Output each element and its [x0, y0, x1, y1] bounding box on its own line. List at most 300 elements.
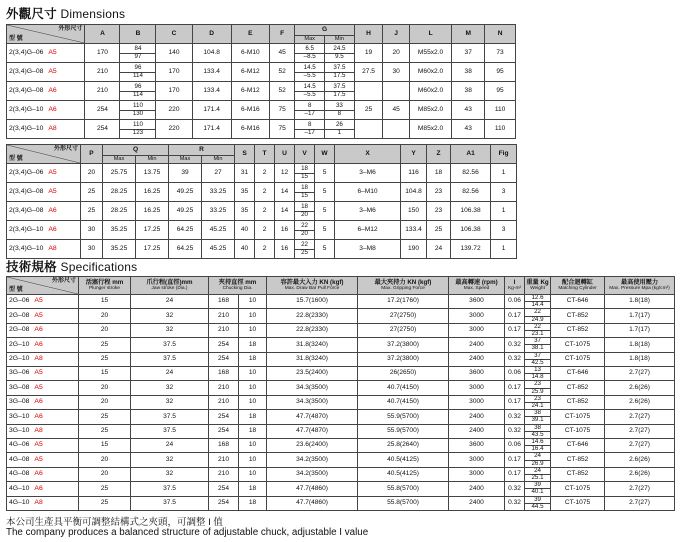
cell-weight: [525, 381, 551, 395]
cell-chuck-max: 210: [209, 467, 239, 481]
header-cn: 最高使用壓力: [620, 278, 659, 286]
cell-v-bottom: 15: [301, 191, 308, 199]
col-header: A: [85, 25, 120, 44]
cell-stroke: 20: [79, 309, 131, 323]
cell-fig: 1: [491, 202, 517, 221]
table-row: [7, 352, 675, 366]
cell-pull: 22.8(2330): [267, 323, 358, 337]
model-variant: A8: [48, 244, 57, 252]
cell-m: 43: [452, 101, 485, 120]
table-row: [7, 453, 675, 467]
cell-g-max-top: 8: [295, 122, 324, 129]
cell-v: [295, 240, 315, 259]
cell-chuck-max: 210: [209, 309, 239, 323]
cell-x: 3–M6: [335, 202, 401, 221]
model-name: 2(3,4)G–08: [9, 86, 44, 94]
cell-m: 43: [452, 120, 485, 139]
cell-p: 20: [81, 164, 103, 183]
model-variant: A5: [34, 311, 43, 319]
col-header: Y: [401, 145, 427, 164]
dimensions-table-2: [6, 144, 517, 259]
col-header: [267, 277, 358, 295]
cell-weight-bottom: 24.9: [531, 315, 544, 323]
cell-weight-bottom: 26.9: [531, 459, 544, 467]
header-en: Jaw stroke (Dia.): [151, 285, 188, 291]
model-cell: [7, 183, 81, 202]
cell-u: 16: [275, 221, 295, 240]
model-variant: A6: [34, 412, 43, 420]
cell-g-max: [295, 82, 325, 101]
header-en: Max. Gripping Force: [381, 285, 425, 291]
cell-q-max: 35.25: [103, 240, 136, 259]
cell-cylinder: CT-1075: [551, 410, 605, 424]
cell-pull: 23.5(2400): [267, 367, 358, 381]
cell-pull: 34.2(3500): [267, 467, 358, 481]
cell-chuck-min: 10: [239, 395, 267, 409]
cell-grip: 37.2(3800): [358, 352, 449, 366]
cell-weight-top: 23: [525, 396, 550, 403]
table-row: [7, 424, 675, 438]
cell-z: 23: [427, 183, 451, 202]
cell-weight: [525, 395, 551, 409]
col-header: [449, 277, 505, 295]
col-header: Fig: [491, 145, 517, 164]
cell-chuck-min: 18: [239, 410, 267, 424]
model-variant: A5: [48, 168, 57, 176]
cell-g-min-bottom: 9.5: [335, 52, 344, 60]
model-variant: A5: [48, 67, 57, 75]
cell-weight-bottom: 40.1: [531, 488, 544, 496]
cell-chuck-min: 10: [239, 453, 267, 467]
cell-b-top: 110: [120, 103, 155, 110]
cell-chuck-min: 10: [239, 439, 267, 453]
cell-d: 104.8: [192, 44, 231, 63]
specs-title: [6, 257, 137, 275]
cell-stroke: 25: [79, 424, 131, 438]
table-row: [7, 395, 675, 409]
col-header: M: [452, 25, 485, 44]
table-row: [7, 101, 516, 120]
cell-pressure: 1.7(17): [605, 309, 675, 323]
col-header: [605, 277, 675, 295]
cell-chuck-max: 254: [209, 482, 239, 496]
cell-z: 18: [427, 164, 451, 183]
cell-grip: 26(2650): [358, 367, 449, 381]
model-cell: [7, 395, 79, 409]
model-variant: A5: [48, 48, 57, 56]
cell-h: 19: [354, 44, 383, 63]
cell-i: 0.32: [505, 482, 525, 496]
header-cn: 活塞行程 mm: [85, 278, 124, 286]
cell-j: 20: [383, 44, 410, 63]
cell-v-bottom: 15: [301, 172, 308, 180]
model-cell: [7, 410, 79, 424]
cell-weight-top: 39: [525, 497, 550, 504]
cell-r-max: 39: [169, 164, 202, 183]
cell-chuck-max: 210: [209, 381, 239, 395]
cell-weight-top: 38: [525, 410, 550, 417]
cell-chuck-min: 10: [239, 467, 267, 481]
cell-weight: [525, 309, 551, 323]
header-cn: I: [513, 278, 516, 286]
cell-q-min: 17.25: [136, 240, 169, 259]
cell-chuck-min: 10: [239, 323, 267, 337]
cell-cylinder: CT-852: [551, 395, 605, 409]
model-name: 2G–10: [9, 340, 30, 348]
cell-i: 0.17: [505, 381, 525, 395]
model-name: 4G–06: [9, 441, 30, 449]
cell-w: 5: [315, 183, 335, 202]
cell-weight: [525, 482, 551, 496]
model-name: 4G–08: [9, 470, 30, 478]
cell-g-min: [325, 82, 355, 101]
cell-n: 110: [485, 101, 516, 120]
model-cell: [7, 82, 85, 101]
cell-e: 6-M12: [231, 63, 269, 82]
header-en: Max. Pressure Mpa (kg/cm²): [609, 285, 670, 291]
cell-cylinder: CT-646: [551, 439, 605, 453]
cell-b-top: 96: [120, 65, 155, 72]
cell-z: 24: [427, 240, 451, 259]
cell-l: M55x2.0: [409, 44, 451, 63]
cell-grip: 37.2(3800): [358, 338, 449, 352]
cell-chuck-min: 18: [239, 424, 267, 438]
cell-weight: [525, 453, 551, 467]
col-header: Z: [427, 145, 451, 164]
model-cell: [7, 120, 85, 139]
cell-cylinder: CT-1075: [551, 496, 605, 510]
cell-i: 0.32: [505, 410, 525, 424]
cell-v-top: 22: [295, 242, 314, 249]
header-en: Chucking Dia.: [222, 285, 253, 291]
cell-g-min-top: 24.5: [325, 46, 354, 53]
cell-grip: 55.9(5700): [358, 410, 449, 424]
cell-pressure: 2.7(27): [605, 482, 675, 496]
cell-b-bottom: 123: [132, 128, 144, 136]
cell-s: 35: [235, 202, 255, 221]
cell-y: 190: [401, 240, 427, 259]
model-name: 3G–10: [9, 412, 30, 420]
cell-c: 170: [156, 63, 192, 82]
cell-weight: [525, 467, 551, 481]
cell-chuck-max: 254: [209, 424, 239, 438]
cell-pull: 47.7(4870): [267, 424, 358, 438]
cell-p: 30: [81, 221, 103, 240]
cell-chuck-min: 18: [239, 338, 267, 352]
cell-pressure: 2.7(27): [605, 410, 675, 424]
model-name: 2(3,4)G–10: [9, 105, 44, 113]
cell-e: 6-M12: [231, 82, 269, 101]
col-header: J: [383, 25, 410, 44]
cell-cylinder: CT-1075: [551, 338, 605, 352]
cell-j: 30: [383, 63, 410, 82]
dimensions-title: [6, 4, 125, 22]
cell-pull: 47.7(4860): [267, 482, 358, 496]
header-cn: 配合迴轉缸: [562, 278, 593, 286]
cell-fig: 3: [491, 221, 517, 240]
cell-e: 6-M16: [231, 120, 269, 139]
cell-h: 25: [354, 101, 383, 120]
table-row: [7, 482, 675, 496]
cell-v-bottom: 20: [301, 210, 308, 218]
cell-weight-top: 39: [525, 482, 550, 489]
cell-speed: 3000: [449, 309, 505, 323]
model-name: 2G–08: [9, 326, 30, 334]
cell-cylinder: CT-1075: [551, 352, 605, 366]
model-name: 3G–10: [9, 426, 30, 434]
cell-grip: 40.5(4125): [358, 453, 449, 467]
cell-grip: 55.9(5700): [358, 424, 449, 438]
cell-pressure: 2.6(26): [605, 453, 675, 467]
cell-fig: 1: [491, 164, 517, 183]
cell-b: [120, 44, 156, 63]
model-name: 2G–06: [9, 297, 30, 305]
cell-b-top: 84: [120, 46, 155, 53]
header-cn: 容許最大入力 KN (kgf): [280, 278, 344, 286]
cell-stroke: 20: [79, 395, 131, 409]
model-cell: [7, 164, 81, 183]
cell-w: 5: [315, 221, 335, 240]
cell-a1: 82.56: [451, 164, 491, 183]
col-header: V: [295, 145, 315, 164]
table-corner: [7, 25, 85, 44]
model-name: 2(3,4)G–10: [9, 244, 44, 252]
cell-l: M60x2.0: [409, 82, 451, 101]
cell-v: [295, 202, 315, 221]
cell-g-max: [295, 120, 325, 139]
model-cell: [7, 424, 79, 438]
cell-y: 116: [401, 164, 427, 183]
cell-q-max: 28.25: [103, 183, 136, 202]
cell-chuck-max: 254: [209, 352, 239, 366]
cell-chuck-max: 210: [209, 395, 239, 409]
model-variant: A6: [48, 86, 57, 94]
specs-title-cn: 技術規格: [6, 260, 57, 274]
cell-chuck-min: 10: [239, 295, 267, 309]
cell-w: 5: [315, 240, 335, 259]
model-cell: [7, 367, 79, 381]
col-header: P: [81, 145, 103, 164]
model-name: 2(3,4)G–08: [9, 187, 44, 195]
cell-pressure: 1.7(17): [605, 323, 675, 337]
cell-i: 0.32: [505, 352, 525, 366]
cell-stroke: 25: [79, 482, 131, 496]
table-row: [7, 63, 516, 82]
model-variant: A5: [34, 455, 43, 463]
table-corner: [7, 145, 81, 164]
cell-g-max-bottom: –5.5: [303, 71, 316, 79]
model-variant: A8: [48, 124, 57, 132]
cell-jaw: 32: [131, 309, 209, 323]
cell-l: M85x2.0: [409, 101, 451, 120]
cell-speed: 3000: [449, 323, 505, 337]
cell-pressure: 1.8(18): [605, 352, 675, 366]
col-header: [209, 277, 267, 295]
col-header: [505, 277, 525, 295]
cell-g-min-bottom: 17.5: [333, 71, 346, 79]
col-header: X: [335, 145, 401, 164]
cell-pull: 34.3(3500): [267, 395, 358, 409]
cell-h: 27.5: [354, 63, 383, 82]
model-variant: A6: [34, 340, 43, 348]
model-variant: A6: [34, 470, 43, 478]
cell-stroke: 25: [79, 352, 131, 366]
model-name: 3G–08: [9, 398, 30, 406]
cell-speed: 2400: [449, 424, 505, 438]
cell-a: 254: [85, 120, 120, 139]
cell-q-max: 28.25: [103, 202, 136, 221]
cell-g-max-bottom: –8.5: [303, 52, 316, 60]
header-en: Weight: [530, 285, 545, 291]
cell-w: 5: [315, 202, 335, 221]
cell-weight: [525, 338, 551, 352]
table-row: [7, 183, 517, 202]
cell-stroke: 15: [79, 367, 131, 381]
model-cell: [7, 482, 79, 496]
cell-pressure: 2.6(26): [605, 381, 675, 395]
cell-i: 0.32: [505, 496, 525, 510]
cell-stroke: 20: [79, 467, 131, 481]
cell-cylinder: CT-852: [551, 381, 605, 395]
col-header: G: [295, 25, 354, 36]
cell-a1: 106.38: [451, 221, 491, 240]
corner-top-label: 外形尺寸: [51, 278, 76, 284]
cell-pressure: 2.6(26): [605, 395, 675, 409]
cell-stroke: 15: [79, 439, 131, 453]
col-header: [79, 277, 131, 295]
sub-header: Max: [295, 36, 325, 44]
cell-chuck-max: 168: [209, 367, 239, 381]
cell-speed: 2400: [449, 338, 505, 352]
cell-weight-top: 37: [525, 338, 550, 345]
table-row: [7, 496, 675, 510]
cell-speed: 2400: [449, 482, 505, 496]
cell-chuck-min: 10: [239, 367, 267, 381]
cell-v: [295, 164, 315, 183]
cell-grip: 40.7(4150): [358, 381, 449, 395]
header-cn: 最高轉速 (rpm): [455, 278, 498, 286]
cell-f: 75: [269, 101, 294, 120]
cell-p: 25: [81, 183, 103, 202]
cell-n: 95: [485, 82, 516, 101]
corner-top-label: 外形尺寸: [58, 26, 83, 32]
cell-weight: [525, 496, 551, 510]
cell-b: [120, 120, 156, 139]
cell-t: 2: [255, 221, 275, 240]
col-header: Q: [103, 145, 169, 156]
cell-c: 140: [156, 44, 192, 63]
corner-bottom-label: 型 號: [9, 156, 23, 162]
cell-grip: 27(2750): [358, 323, 449, 337]
cell-chuck-max: 254: [209, 338, 239, 352]
cell-q-min: 17.25: [136, 221, 169, 240]
cell-speed: 3000: [449, 395, 505, 409]
cell-u: 14: [275, 202, 295, 221]
cell-e: 6-M10: [231, 44, 269, 63]
cell-weight: [525, 424, 551, 438]
cell-b-bottom: 114: [133, 71, 143, 79]
cell-g-max-bottom: –5.5: [303, 90, 316, 98]
col-header: R: [169, 145, 235, 156]
cell-pressure: 2.7(27): [605, 424, 675, 438]
header-cn: 重量 Kg: [526, 278, 549, 286]
header-cn: 最大夾持力 KN (kgf): [374, 278, 432, 286]
table-corner: [7, 277, 79, 295]
cell-r-max: 49.25: [169, 183, 202, 202]
cell-i: 0.17: [505, 309, 525, 323]
model-variant: A5: [34, 383, 43, 391]
cell-y: 104.8: [401, 183, 427, 202]
table-row: [7, 240, 517, 259]
cell-u: 14: [275, 183, 295, 202]
cell-pull: 31.8(3240): [267, 338, 358, 352]
cell-grip: 27(2750): [358, 309, 449, 323]
cell-jaw: 37.5: [131, 410, 209, 424]
cell-weight-bottom: 23.1: [531, 330, 544, 338]
cell-stroke: 20: [79, 323, 131, 337]
cell-v-top: 22: [295, 223, 314, 230]
sub-header: Min: [325, 36, 355, 44]
cell-jaw: 32: [131, 453, 209, 467]
dimensions-title-cn: 外觀尺寸: [6, 7, 57, 21]
model-cell: [7, 44, 85, 63]
cell-jaw: 37.5: [131, 496, 209, 510]
cell-l: M85x2.0: [409, 120, 451, 139]
model-variant: A5: [34, 369, 43, 377]
cell-g-min: [325, 101, 355, 120]
cell-c: 220: [156, 120, 192, 139]
model-variant: A5: [48, 187, 57, 195]
cell-speed: 3000: [449, 467, 505, 481]
cell-weight: [525, 352, 551, 366]
cell-weight-bottom: 25.1: [531, 474, 544, 482]
cell-speed: 3600: [449, 439, 505, 453]
cell-weight-bottom: 43.5: [531, 430, 544, 438]
cell-weight: [525, 295, 551, 309]
cell-chuck-max: 254: [209, 410, 239, 424]
cell-speed: 2400: [449, 496, 505, 510]
cell-jaw: 37.5: [131, 424, 209, 438]
footer-note-en: The company produces a balanced structure of adjustable chuck, adjustable I value: [6, 527, 369, 538]
model-cell: [7, 309, 79, 323]
cell-g-min-bottom: 17.5: [333, 90, 346, 98]
cell-fig: 3: [491, 183, 517, 202]
cell-j: 45: [383, 101, 410, 120]
cell-j: [383, 120, 410, 139]
cell-speed: 3600: [449, 367, 505, 381]
cell-a1: 82.56: [451, 183, 491, 202]
cell-weight-top: 24: [525, 468, 550, 475]
cell-z: 23: [427, 202, 451, 221]
cell-pressure: 2.6(26): [605, 467, 675, 481]
cell-r-min: 45.25: [202, 240, 235, 259]
cell-r-min: 33.25: [202, 183, 235, 202]
model-name: 2(3,4)G–06: [9, 168, 44, 176]
col-header: N: [485, 25, 516, 44]
cell-chuck-min: 18: [239, 482, 267, 496]
cell-i: 0.06: [505, 367, 525, 381]
cell-v: [295, 221, 315, 240]
model-name: 2G–08: [9, 311, 30, 319]
cell-q-min: 13.75: [136, 164, 169, 183]
cell-speed: 3600: [449, 295, 505, 309]
model-variant: A5: [34, 441, 43, 449]
cell-q-max: 35.25: [103, 221, 136, 240]
model-name: 2(3,4)G–10: [9, 124, 44, 132]
model-name: 4G–10: [9, 498, 30, 506]
model-variant: A6: [34, 398, 43, 406]
cell-jaw: 24: [131, 295, 209, 309]
